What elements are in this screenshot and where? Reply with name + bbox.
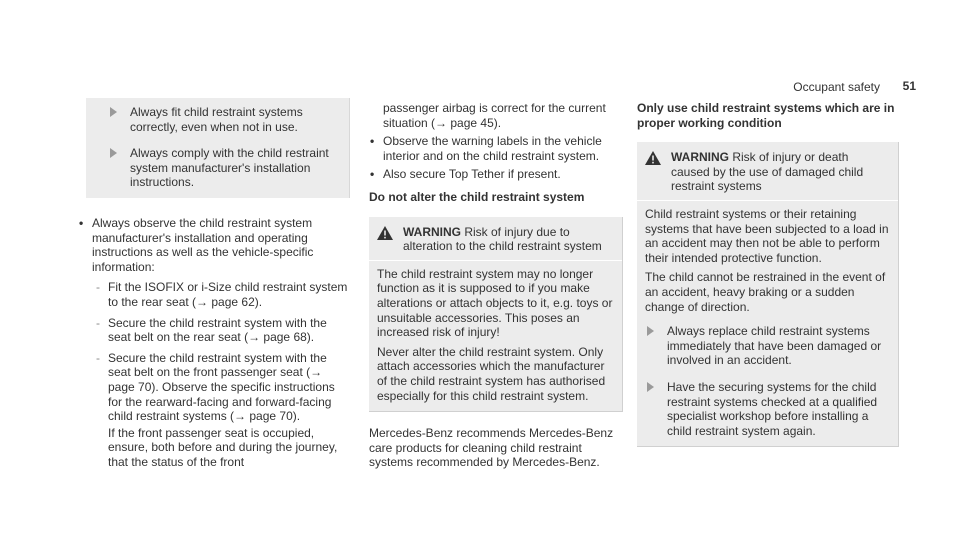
- section-heading: Only use child restraint systems which are in proper working condition: [637, 101, 895, 130]
- bullet-icon: •: [370, 134, 375, 149]
- sub-item-text: Secure the child restraint system with the seat belt on the rear seat (→ page 68).: [108, 315, 327, 345]
- warning-paragraph: Never alter the child restraint system. Only attach accessories which the manufacturer of the child restraint system has authorised especially for this child restraint system.: [377, 344, 606, 403]
- section-heading: Do not alter the child restraint system: [369, 189, 585, 204]
- warning-subtitle: Risk of injury due to alteration to the child restraint system: [403, 224, 602, 254]
- warning-paragraph: The child cannot be restrained in the event of an accident, heavy braking or a sudden change of direction.: [645, 270, 886, 314]
- note-item: [108, 146, 341, 190]
- column-1: [78, 98, 350, 473]
- bullet-icon: •: [370, 167, 375, 182]
- bullet-icon: •: [79, 215, 84, 230]
- sub-item: [92, 351, 350, 424]
- warning-box: [637, 142, 899, 447]
- bullet-item: [369, 134, 623, 163]
- bullet-item: [78, 216, 350, 470]
- warning-title: WARNING: [671, 150, 729, 165]
- column-3: [637, 101, 899, 447]
- bullet-text: Observe the warning labels in the vehicle interior and on the child restraint system.: [383, 134, 602, 163]
- note-text: Always fit child restraint systems correctly, even when not in use.: [130, 105, 303, 134]
- warning-body: [637, 201, 898, 446]
- dash-icon: -: [96, 280, 100, 295]
- bullet-text: Also secure Top Tether if present.: [383, 167, 561, 182]
- sub-item-text: Secure the child restraint system with the seat belt on the front passenger seat (→ page 70). Observe the specific instructions for the rearward-facing and forward-facing child restraint systems (→ page 70).: [108, 350, 335, 424]
- warning-box: [369, 217, 623, 413]
- warning-title: WARNING: [403, 224, 461, 239]
- warning-subtitle: Risk of injury or death caused by the use of damaged child restraint systems: [671, 150, 864, 194]
- action-text: Have the securing systems for the child restraint systems checked at a qualified specialist workshop before installing a child restraint system again.: [667, 379, 878, 438]
- action-item: [645, 324, 890, 368]
- note-text: Always comply with the child restraint system manufacturer's installation instructions.: [130, 146, 329, 190]
- warning-paragraph: Child restraint systems or their retaining systems that have been subjected to a load in an accident may then not be able to perform their intended protective function.: [645, 206, 889, 265]
- sub-item: [92, 280, 350, 309]
- sub-item: [92, 316, 350, 345]
- sub-item-text: If the front passenger seat is occupied, ensure, both before and during the journey, that the status of the front: [108, 425, 338, 469]
- sub-item-continued: [92, 426, 350, 470]
- dash-icon: -: [96, 350, 100, 365]
- arrow-icon: [647, 326, 654, 336]
- section-title: Occupant safety: [793, 80, 880, 94]
- dash-icon: -: [96, 315, 100, 330]
- continued-text: passenger airbag is correct for the current situation (→ page 45).: [383, 101, 606, 130]
- arrow-icon: [110, 148, 117, 158]
- page-number: 51: [902, 79, 916, 93]
- warning-header: [637, 142, 898, 201]
- warning-icon: [377, 226, 393, 240]
- bullet-text: Always observe the child restraint system manufacturer's installation and operating instructions as well as the vehicle-specific information:: [92, 215, 314, 274]
- action-item: [645, 380, 890, 438]
- arrow-icon: [110, 107, 117, 117]
- paragraph: Mercedes-Benz recommends Mercedes-Benz care products for cleaning child restraint systems recommended by Mercedes-Benz.: [369, 426, 614, 470]
- warning-icon: [645, 151, 661, 165]
- arrow-icon: [647, 382, 654, 392]
- sub-item-text: Fit the ISOFIX or i-Size child restraint system to the rear seat (→ page 62).: [108, 280, 348, 309]
- warning-paragraph: The child restraint system may no longer function as it is supposed to if you make alterations or attach objects to it, e.g. toys or unsuitable accessories. This poses an increased risk of injury!: [377, 266, 613, 340]
- note-box: [86, 98, 350, 198]
- action-text: Always replace child restraint systems immediately that have been damaged or involved in an accident.: [667, 324, 882, 368]
- warning-header: [369, 217, 622, 261]
- note-item: [108, 105, 341, 134]
- warning-body: [369, 261, 622, 411]
- bullet-item: [369, 167, 623, 182]
- column-2: [369, 101, 623, 470]
